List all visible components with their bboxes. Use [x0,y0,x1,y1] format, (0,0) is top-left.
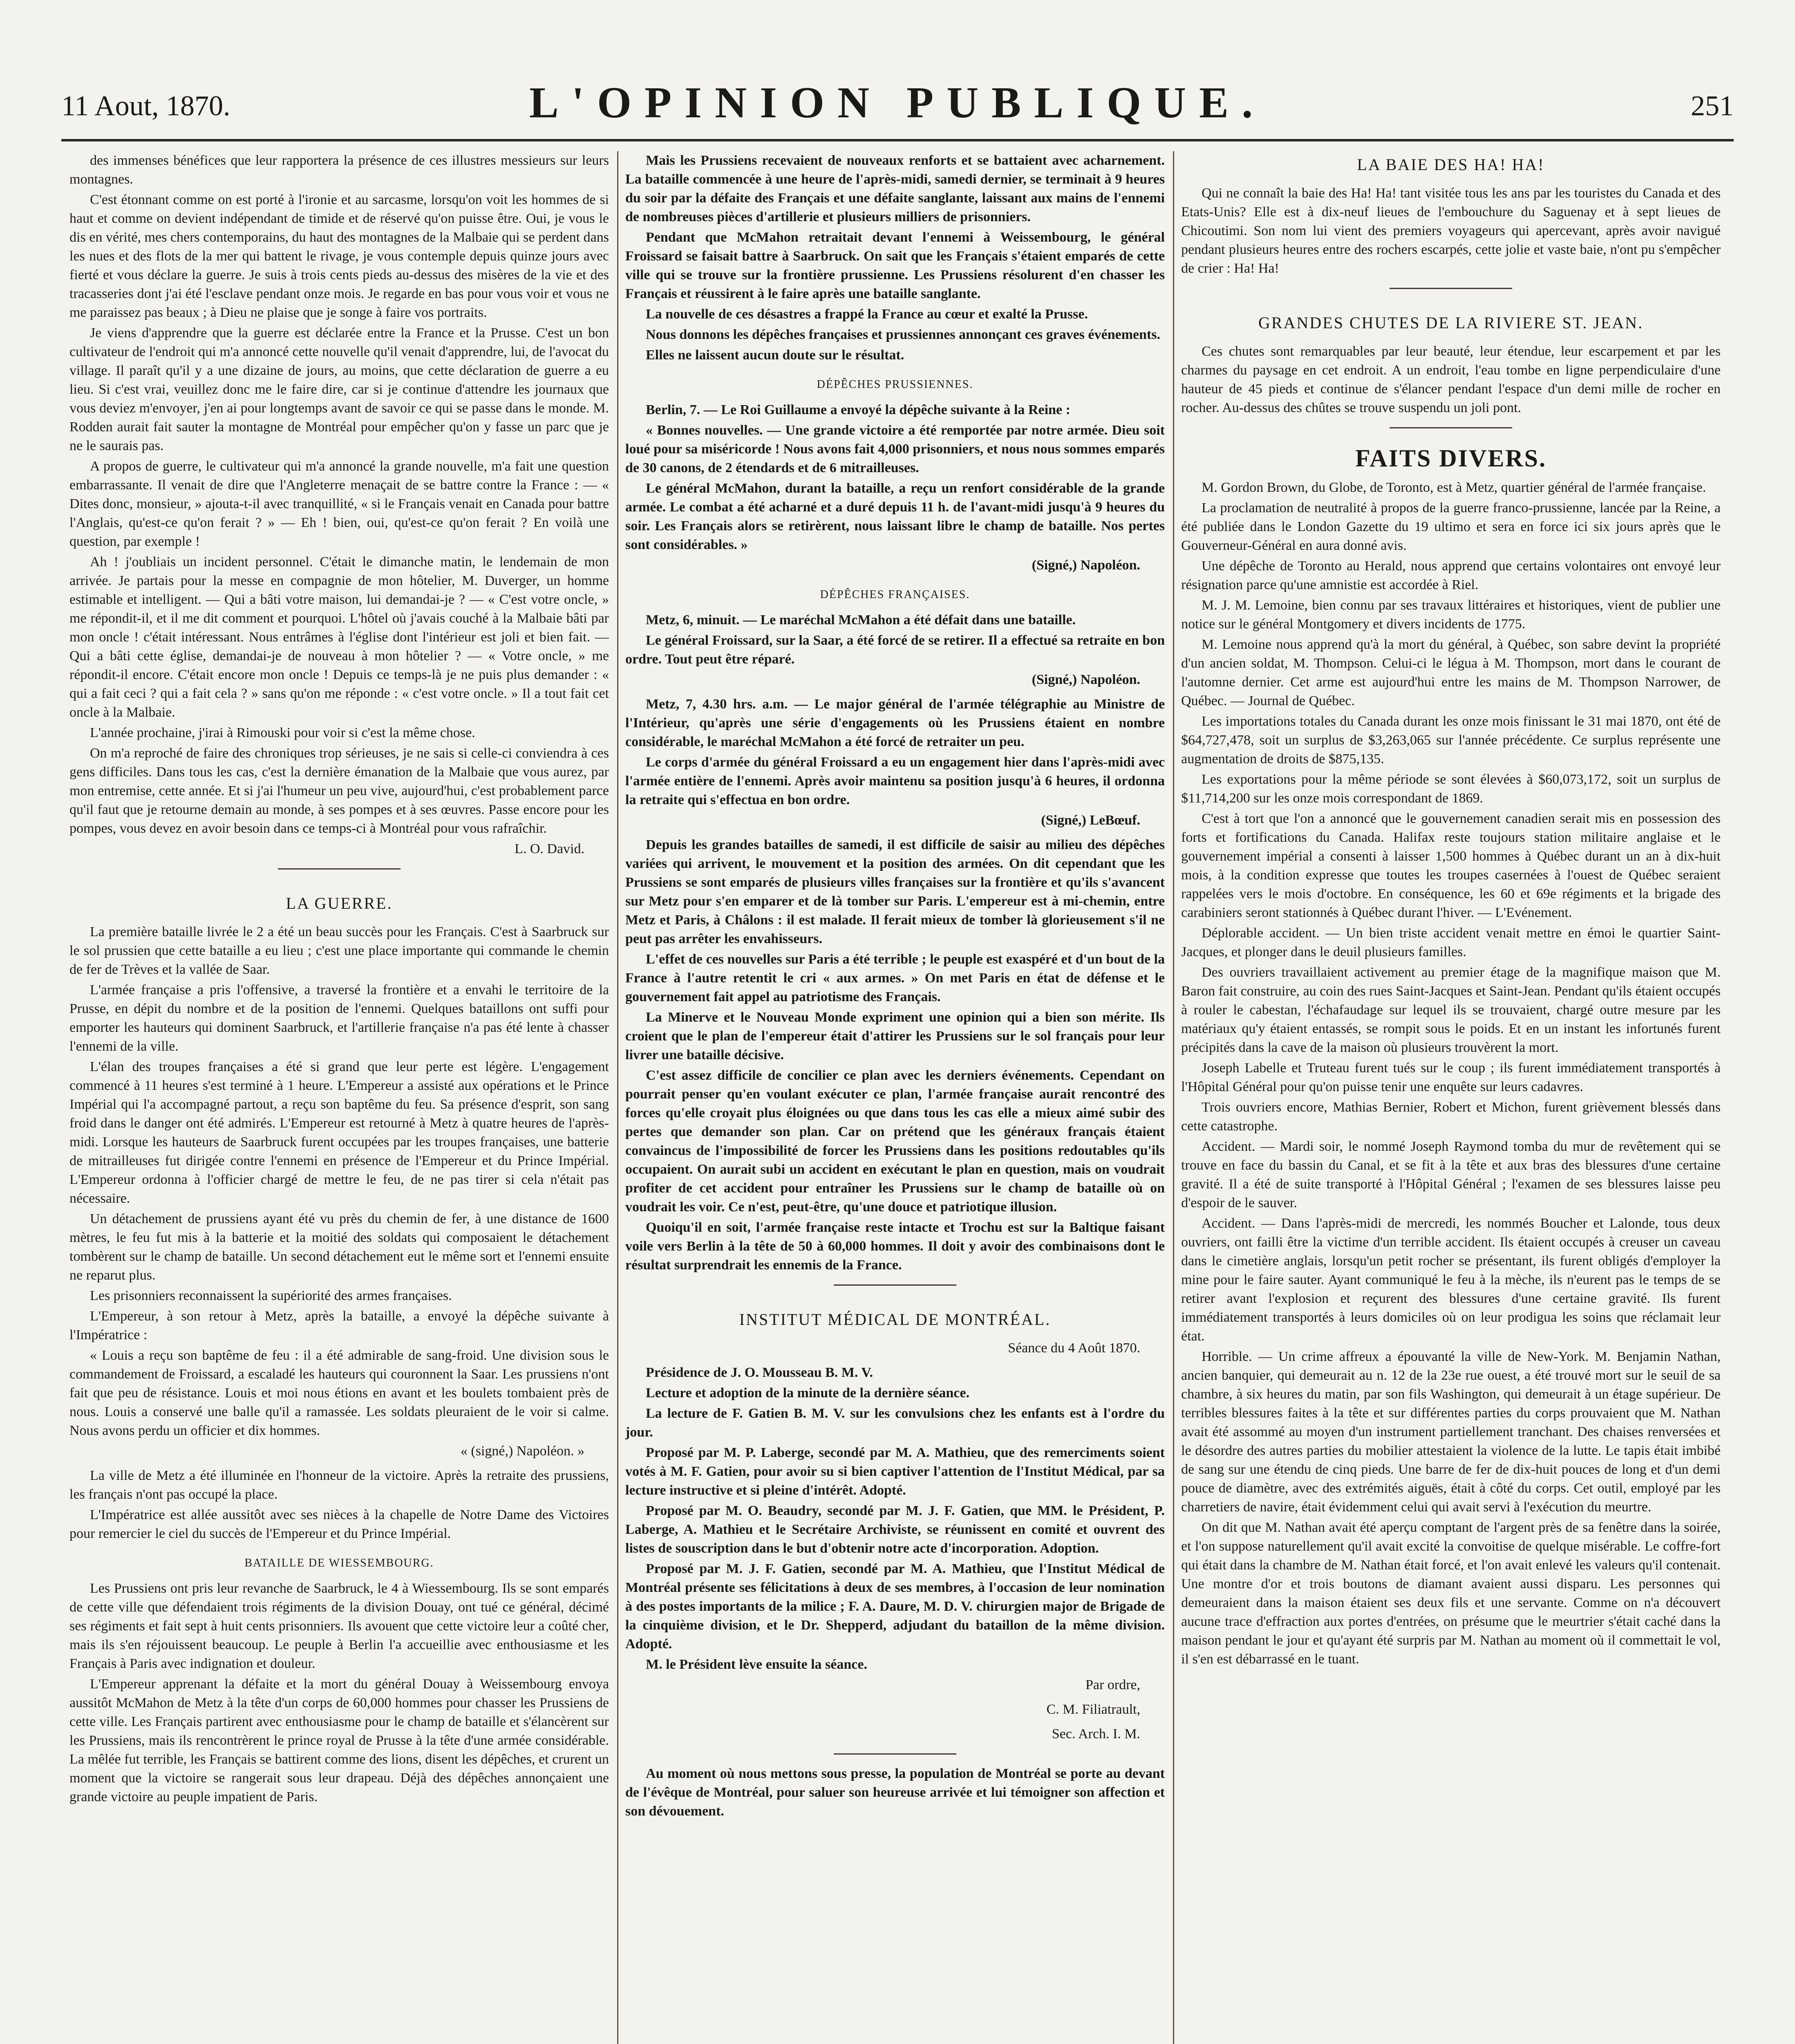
faits-item: M. J. M. Lemoine, bien connu par ses travaux littéraires et historiques, vient de publier une notice sur le général Montgomery et divers incidents de 1775. [1181,598,1721,632]
chronicle-paragraph: L'année prochaine, j'irai à Rimouski pour voir si c'est la même chose. [90,725,475,740]
institut-paragraph: Présidence de J. O. Mousseau B. M. V. [646,1365,873,1380]
column-divider-1 [617,151,618,2044]
guerre-paragraph: Les prisonniers reconnaissent la supériorité des armes françaises. [90,1288,452,1303]
commentary-paragraph: L'effet de ces nouvelles sur Paris a été terrible ; le peuple est exaspéré et d'un bout de la France à l'autre retentit le cri « aux armes. » On met Paris en état de défense et le gouvernement fait appel au patriotisme des Français. [625,952,1165,1004]
war-paragraph: Nous donnons les dépêches françaises et prussiennes annonçant ces graves événements. [646,327,1160,342]
wiessembourg-heading: BATAILLE DE WIESSEMBOURG. [244,1557,434,1569]
chronicle-paragraph: C'est étonnant comme on est porté à l'ironie et au sarcasme, lorsqu'on voit les hommes de si haut et comme on devient indépendant de timide et de réservé qu'on puisse être. Oui, je vous le dis en vérité, mes chers contemporains, du haut des montagnes de la Malbaie qui se perdent dans les nues et des flots de la mer qui battent le rivage, je vous contemple depuis quinze jours avec fierté et vous déclare la guerre. Je suis à trois cents pieds au-dessus des misères de la vie et des tracasseries dont j'ai été l'esclave pendant onze mois. Je regarde en bas pour vous voir et vous ne me paraissez pas beaux ; à Dieu ne plaise que je songe à faire vos portraits. [69,192,609,320]
faits-item: Trois ouvriers encore, Mathias Bernier, Robert et Michon, furent grièvement blessés dans cette catastrophe. [1181,1100,1721,1134]
prussian-signature: (Signé,) Napoléon. [1032,558,1140,573]
guerre-paragraph: L'Empereur, à son retour à Metz, après la bataille, a envoyé la dépêche suivante à l'Impératrice : [69,1309,609,1342]
faits-item: M. Gordon Brown, du Globe, de Toronto, est à Metz, quartier général de l'armée française. [1202,480,1706,495]
chronicle-paragraph: des immenses bénéfices que leur rapportera la présence de ces illustres messieurs sur leurs montagnes. [69,153,609,187]
prussian-dispatch: Berlin, 7. — Le Roi Guillaume a envoyé la dépêche suivante à la Reine : [646,402,1070,417]
section-rule [278,868,401,870]
faits-divers-heading: FAITS DIVERS. [1355,445,1547,472]
guerre-paragraph: L'armée française a pris l'offensive, a traversé la frontière et a envahi le territoire de la Prusse, en dépit du nombre et de la position de l'ennemi. Quelques bataillons ont suffi pour emporter les hauteurs qui dominent Saarbruck, et l'artillerie française n'a pas été lente à chasser l'ennemi de la ville. [69,982,609,1054]
section-rule [834,1284,956,1286]
institut-paragraph: Proposé par M. P. Laberge, secondé par M. A. Mathieu, que des remerciments soient votés à M. F. Gatien, pour avoir su si bien captiver l'attention de l'Institut Médical, par sa lecture instructive et si pleine d'intérêt. Adopté. [625,1445,1165,1498]
guerre-paragraph: La première bataille livrée le 2 a été un beau succès pour les Français. C'est à Saarbruck sur le sol prussien que cette bataille a eu lieu ; c'est une place importante qui commande le chemin de fer de Trèves et la vallée de Saar. [69,924,609,977]
chronicle-paragraph: Ah ! j'oubliais un incident personnel. C'était le dimanche matin, le lendemain de mon arrivée. Je partais pour la messe en compagnie de mon hôtelier, M. Duverger, un homme estimable et intelligent. — Qui a bâti votre maison, lui demandai-je ? — « C'est votre oncle, » me répondit-il, et il me dit comment et pourquoi. L'hôtel où j'avais couché à la Malbaie bâti par mon oncle ! c'était intéressant. Nous entrâmes à l'église dont l'intérieur est joli et bien fait. — Qui a bâti cette église, demandai-je de nouveau à mon hôtelier ? — « Votre oncle, » me répondit-il encore. C'était encore mon oncle ! Depuis ce temps-là je ne puis plus demander : « qui a fait ceci ? qui a fait cela ? » sans qu'on me réponde : « c'est votre oncle. » Il a tout fait cet oncle à la Malbaie. [69,554,609,720]
french-dispatches-heading: DÉPÊCHES FRANÇAISES. [820,588,970,601]
institut-signature-line: Sec. Arch. I. M. [1052,1726,1140,1741]
faits-item: C'est à tort que l'on a annoncé que le gouvernement canadien serait mis en possession des forts et fortifications du Canada. Halifax reste toujours station militaire anglaise et le gouvernement impérial a consenti à laisser 1,500 hommes à Québec durant un an à dix-huit mois, à la condition expresse que toutes les troupes casernées à l'ouest de Québec seraient rappelées vers le mois d'octobre. En conséquence, les 60 et 69e régiments et la brigade des carabiniers seront stationnés à Québec durant l'hiver. — L'Evénement. [1181,811,1721,920]
french-signature: (Signé,) Napoléon. [1032,672,1140,687]
institut-paragraph: Proposé par M. J. F. Gatien, secondé par M. A. Mathieu, que l'Institut Médical de Montréal présente ses félicitations à deux de ses membres, à l'occasion de leur nomination à des postes importants de la milice ; F. A. Daure, M. D. V. chirurgien major de Brigade de la cinquième division, et le Dr. Shepperd, adjudant du bataillon de la même division. Adopté. [625,1561,1165,1652]
institut-date: Séance du 4 Août 1870. [1008,1340,1140,1356]
wiessembourg-paragraph: L'Empereur apprenant la défaite et la mort du général Douay à Weissembourg envoya aussitôt McMahon de Metz à la tête d'un corps de 60,000 hommes pour chasser les Prussiens de cette ville. Les Français partirent avec enthousiasme pour le champ de bataille et s'élancèrent sur les Prussiens, mais ils rencontrèrent le prince royal de Prusse à la tête d'une armée considérable. La mêlée fut terrible, les Français se battirent comme des lions, disent les dépêches, et crurent un moment que la victoire se rangerait sous leur drapeau. Déjà des dépêches annonçaient une grande victoire au peuple impatient de Paris. [69,1676,609,1804]
chronicle-paragraph: Je viens d'apprendre que la guerre est déclarée entre la France et la Prusse. C'est un bon cultivateur de l'endroit qui m'a annoncé cette nouvelle qu'il venait d'apprendre, lui, de l'avocat du village. Il paraît qu'il y a une dizaine de jours, au moins, que cette déclaration de guerre a eu lieu. Si c'est vrai, veuillez donc me le faire dire, car si je continue d'attendre les journaux que vous deviez m'envoyer, j'en ai pour longtemps avant de savoir ce qui se passe dans le monde. M. Rodden aurait fait sauter la montagne de Montréal pour empêcher qu'on y fasse un parc que je ne le saurais pas. [69,325,609,453]
french-dispatch: Metz, 7, 4.30 hrs. a.m. — Le major général de l'armée télégraphie au Ministre de l'Intérieur, qu'après une série d'engagements où les Prussiens étaient en nombre considérable, le maréchal McMahon a été forcé de retraiter un peu. [625,697,1165,749]
commentary-paragraph: C'est assez difficile de concilier ce plan avec les derniers événements. Cependant on pourrait penser qu'en voulant exécuter ce plan, l'armée française aurait rencontré des forces qu'elle croyait plus éloignées ou que dans tous les cas elle a mieux aimé subir des pertes que demander son plan. Car on prétend que les généraux français étaient convaincus de l'impossibilité de forcer les Prussiens dans les positions redoutables qu'ils occupaient. On aurait subi un accident en exécutant le plan en question, mais on voudrait profiter de cet accident pour entraîner les Prussiens sur le champ de bataille où on voudrait les voir. Ce n'est, peut-être, qu'une douce et patriotique illusion. [625,1068,1165,1215]
institut-paragraph: M. le Président lève ensuite la séance. [646,1657,867,1672]
institut-paragraph: Lecture et adoption de la minute de la dernière séance. [646,1385,969,1401]
guerre-paragraph: Un détachement de prussiens ayant été vu près du chemin de fer, à une distance de 1600 mètres, le feu fut mis à la batterie et la moitié des soldats qui composaient le détachement tombèrent sur le champ de bataille. Un second détachement eut le même sort et l'ennemi ensuite ne reparut plus. [69,1211,609,1283]
french-signature: (Signé,) LeBœuf. [1041,813,1140,828]
institut-signature-line: Par ordre, [1085,1677,1140,1692]
war-paragraph: Mais les Prussiens recevaient de nouveaux renforts et se battaient avec acharnement. La bataille commencée à une heure de l'après-midi, samedi dernier, se terminait à 9 heures du soir par la défaite des Français et une défaite sanglante, laissant aux mains de l'ennemi de nombreuses pièces d'artillerie et plusieurs milliers de prisonniers. [625,153,1165,224]
column-2 [625,151,1165,2044]
baie-heading: LA BAIE DES HA! HA! [1357,155,1545,174]
newspaper-title: L'OPINION PUBLIQUE. [529,78,1266,127]
closing-paragraph: Au moment où nous mettons sous presse, la population de Montréal se porte au devant de l'évêque de Montréal, pour saluer son heureuse arrivée et lui témoigner son affection et son dévouement. [625,1766,1165,1819]
chronicle-paragraph: A propos de guerre, le cultivateur qui m'a annoncé la grande nouvelle, m'a fait une question embarrassante. Il venait de dire que l'Angleterre menaçait de se battre contre la France : — « Dites donc, monsieur, » ajouta-t-il avec tranquillité, « si le Français venait en Canada pour battre l'Anglais, qu'est-ce qu'on ferait ? » — Eh ! bien, oui, qu'est-ce qu'on ferait ? En voilà une question, par exemple ! [69,459,609,549]
commentary-paragraph: La Minerve et le Nouveau Monde expriment une opinion qui a bien son mérite. Ils croient que le plan de l'empereur était d'attirer les Prussiens sur le sol français pour leur livrer une bataille décisive. [625,1010,1165,1062]
guerre-heading: LA GUERRE. [286,894,393,912]
faits-item: Les importations totales du Canada durant les onze mois finissant le 31 mai 1870, ont été de $64,727,478, soit un surplus de $3,263,065 sur l'année précédente. Ce surplus représente une augmentation de droits de $875,135. [1181,714,1721,766]
faits-item: On dit que M. Nathan avait été aperçu comptant de l'argent près de sa fenêtre dans la soirée, et l'on suppose naturellement qu'il avait excité la convoitise de quelque misérable. Le coffre-fort qui était dans la chambre de M. Nathan était forcé, et l'on avait enlevé les valeurs qu'il contenait. Une montre d'or et trois boutons de diamant avaient aussi disparu. Les personnes qui demeuraient dans la maison étaient ses deux fils et une servante. Comme on n'a découvert aucune trace d'effraction aux portes d'entrées, on présume que le meurtrier s'était caché dans la maison pendant le jour et qu'ayant été surpris par M. Nathan au moment où il commettait le vol, il s'en est débarrassé en le tuant. [1181,1520,1721,1667]
war-paragraph: Elles ne laissent aucun doute sur le résultat. [646,347,904,363]
guerre-paragraph: L'Impératrice est allée aussitôt avec ses nièces à la chapelle de Notre Dame des Victoires pour remercier le ciel du succès de l'Empereur et du Prince Impérial. [69,1507,609,1541]
institut-heading: INSTITUT MÉDICAL DE MONTRÉAL. [739,1310,1051,1329]
prussian-dispatch: Le général McMahon, durant la bataille, a reçu un renfort considérable de la grande armée. Le combat a été acharné et a duré depuis 11 h. de l'avant-midi jusqu'à 9 heures du soir. Les Français alors se retirèrent, nous laissant libre le champ de bataille. Nos pertes sont considérables. » [625,481,1165,552]
institut-paragraph: La lecture de F. Gatien B. M. V. sur les convulsions chez les enfants est à l'ordre du jour. [625,1406,1165,1440]
section-rule [1390,288,1512,289]
faits-item: Horrible. — Un crime affreux a épouvanté la ville de New-York. M. Benjamin Nathan, ancien banquier, qui demeurait au n. 12 de la 23e rue ouest, a été trouvé mort sur le seuil de sa chambre, à six heures du matin, par son fils Washington, qui demeurait à un étage supérieur. De terribles blessures faites à la tête et sur différentes parties du corps prouvaient que M. Nathan avait été assommé au moyen d'un instrument partiellement tranchant. Des chaises renversées et le désordre des autres parties du mobilier attestaient la violence de la lutte. Le tapis était imbibé de sang sur une étendu de cinq pieds. Une barre de fer de dix-huit pouces de long et d'un demi pouce de diamètre, avec des extrémités aiguës, était à côté du corps. Cet outil, employé par les charretiers de navire, était évidemment celui qui avait servi à l'exécution du meurtre. [1181,1349,1721,1515]
masthead-rule [61,139,1734,141]
column-1 [69,151,609,2044]
page-number: 251 [1691,90,1734,122]
prussian-dispatches-heading: DÉPÊCHES PRUSSIENNES. [817,378,974,391]
chutes-heading: GRANDES CHUTES DE LA RIVIERE ST. JEAN. [1258,314,1644,332]
chutes-paragraph: Ces chutes sont remarquables par leur beauté, leur étendue, leur escarpement et par les charmes du paysage en cet endroit. A un endroit, l'eau tombe en ligne perpendiculaire d'une hauteur de 45 pieds et continue de s'élancer pendant l'espace d'un demi mille de rocher en rocher. Au-dessus des chûtes se trouve suspendu un joli pont. [1181,344,1721,415]
guerre-paragraph: L'élan des troupes françaises a été si grand que leur perte est légère. L'engagement commencé à 11 heures s'est terminé à 1 heure. L'Empereur a assisté aux opérations et le Prince Impérial qui l'a accompagné partout, a reçu son baptême du feu. Sa présence d'esprit, son sang froid dans le danger ont été admirés. L'Empereur est retourné à Metz à quatre heures de l'après-midi. Lorsque les hauteurs de Saarbruck furent occupées par les troupes françaises, une batterie de mitrailleuses fut dirigée contre l'ennemi en présence de l'Empereur et du Prince Impérial. L'Empereur ordonna à l'officier chargé de mettre le feu, de ne pas tirer si cela n'était pas nécessaire. [69,1059,609,1206]
chronicle-paragraph: On m'a reproché de faire des chroniques trop sérieuses, je ne sais si celle-ci conviendra à ces gens difficiles. Dans tous les cas, c'est la dernière émanation de la Malbaie que vous aurez, par mon entremise, cette année. Et si j'ai l'humeur un peu vive, aujourd'hui, c'est probablement parce qu'il faut que je retourne demain au monde, à ses pompes et à ses œuvres. Passe encore pour les pompes, vous devez en avoir besoin dans ce temps-ci à Montréal pour vous rafraîchir. [69,746,609,836]
faits-item: Les exportations pour la même période se sont élevées à $60,073,172, soit un surplus de $11,714,200 sur les onze mois correspondant de 1869. [1181,772,1721,806]
masthead [61,74,1734,155]
french-dispatch: Le général Froissard, sur la Saar, a été forcé de se retirer. Il a effectué sa retraite en bon ordre. Tout peut être réparé. [625,633,1165,667]
institut-paragraph: Proposé par M. O. Beaudry, secondé par M. J. F. Gatien, que MM. le Président, P. Laberge, A. Mathieu et le Secrétaire Archiviste, se réunissent en comité et ouvrent des listes de souscription dans le but d'obtenir notre acte d'incorporation. Adoption. [625,1503,1165,1556]
column-3 [1181,151,1721,2044]
guerre-signature: « (signé,) Napoléon. » [460,1443,584,1459]
war-paragraph: Pendant que McMahon retraitait devant l'ennemi à Weissembourg, le général Froissard se faisait battre à Saarbruck. On sait que les Français s'étaient emparés de cette ville qui se trouve sur la frontière prussienne. Les Prussiens résolurent d'en chasser les Français et réussirent à le faire après une bataille sanglante. [625,230,1165,301]
faits-item: Joseph Labelle et Truteau furent tués sur le coup ; ils furent immédiatement transportés à l'Hôpital Général pour qu'on puisse tenir une enquête sur leurs cadavres. [1181,1060,1721,1094]
commentary-paragraph: Depuis les grandes batailles de samedi, il est difficile de saisir au milieu des dépêches variées qui arrivent, le mouvement et la position des armées. On dit cependant que les Prussiens se sont emparés de plusieurs villes françaises sur la frontière et qu'ils s'avancent sur Metz pour s'en emparer et de là tomber sur Paris. L'empereur est à mi-chemin, entre Metz et Paris, à Châlons : il est malade. Il ferait mieux de tomber là glorieusement s'il ne peut pas arrêter les envahisseurs. [625,837,1165,946]
faits-item: Déplorable accident. — Un bien triste accident venait mettre en émoi le quartier Saint-Jacques, et plonger dans le deuil plusieurs familles. [1181,926,1721,959]
column-divider-2 [1173,151,1174,2044]
section-rule [1390,427,1512,428]
faits-item: M. Lemoine nous apprend qu'à la mort du général, à Québec, son sabre devint la propriété d'un ancien soldat, M. Thompson. Celui-ci le légua à M. Thompson, mort dans le courant de l'automne dernier. Cet arme est aujourd'hui entre les mains de M. Thompson Narrower, de Québec. — Journal de Québec. [1181,637,1721,708]
guerre-paragraph: « Louis a reçu son baptême de feu : il a été admirable de sang-froid. Une division sous le commandement de Froissard, a escaladé les hauteurs qui couronnent la Saar. Les prussiens n'ont fait que peu de résistance. Louis et moi nous étions en avant et les boulets tombaient près de nous. Louis a conservé une balle qu'il a ramassée. Les soldats pleuraient de le voir si calme. Nous avons perdu un officier et dix hommes. [69,1348,609,1438]
french-dispatch: Le corps d'armée du général Froissard a eu un engagement hier dans l'après-midi avec l'armée entière de l'ennemi. Après avoir maintenu sa position jusqu'à 6 heures, il ordonna la retraite qui s'effectua en bon ordre. [625,755,1165,807]
faits-item: Accident. — Mardi soir, le nommé Joseph Raymond tomba du mur de revêtement qui se trouve en face du bassin du Canal, et se fit à la tête et aux bras des blessures d'une certaine gravité. Il a été de suite transporté à l'Hôpital Général ; l'examen de ses blessures laisse peu d'espoir de le sauver. [1181,1139,1721,1210]
section-rule [834,1753,956,1755]
french-dispatch: Metz, 6, minuit. — Le maréchal McMahon a été défait dans une bataille. [646,612,1076,628]
baie-paragraph: Qui ne connaît la baie des Ha! Ha! tant visitée tous les ans par les touristes du Canada et des Etats-Unis? Elle est à dix-neuf lieues de l'embouchure du Saguenay et à sept lieues de Chicoutimi. Son nom lui vient des premiers voyageurs qui apercevant, après avoir navigué pendant plusieurs heures entre des rochers escarpés, cette jolie et vaste baie, n'ont pu s'empêcher de crier : Ha! Ha! [1181,186,1721,276]
institut-signature-line: C. M. Filiatrault, [1046,1702,1140,1717]
chronicle-signature: L. O. David. [515,841,584,856]
commentary-paragraph: Quoiqu'il en soit, l'armée française reste intacte et Trochu est sur la Baltique faisant voile vers Berlin à la tête de 50 à 60,000 hommes. Il doit y avoir des combinaisons dont le résultat surprendrait les ennemis de la France. [625,1220,1165,1273]
war-paragraph: La nouvelle de ces désastres a frappé la France au cœur et exalté la Prusse. [646,307,1088,322]
faits-item: Des ouvriers travaillaient activement au premier étage de la magnifique maison que M. Baron fait construire, au coin des rues Saint-Jacques et Saint-Jean. Pendant qu'ils étaient occupés à rouler le cabestan, l'échafaudage sur lequel ils se trouvaient, chargé outre mesure par les matériaux qu'y étaient entassés, se rompit sous le poids. Et en un instant les infortunés furent précipités dans la cave de la maison où plusieurs trouvèrent la mort. [1181,965,1721,1055]
issue-date: 11 Aout, 1870. [61,90,231,122]
faits-item: Accident. — Dans l'après-midi de mercredi, les nommés Boucher et Lalonde, tous deux ouvriers, ont failli être la victime d'un terrible accident. Ils étaient occupés à creuser un caveau dans le cimetière anglais, lorsqu'un petit rocher se présentant, ils furent obligés d'employer la mine pour le faire sauter. Ayant communiqué le feu à la mèche, ils n'eurent pas le temps de se retirer avant l'explosion et reçurent des blessures d'une certaine gravité. Ils furent immédiatement transportés à leurs domiciles où on leur prodigua les soins que réclamait leur état. [1181,1216,1721,1344]
faits-item: La proclamation de neutralité à propos de la guerre franco-prussienne, lancée par la Reine, a été publiée dans le London Gazette du 19 ultimo et sera en force ici six jours après que le Gouverneur-Général en aura donné avis. [1181,500,1721,553]
prussian-dispatch: « Bonnes nouvelles. — Une grande victoire a été remportée par notre armée. Dieu soit loué pour sa miséricorde ! Nous avons fait 4,000 prisonniers, et nous nous sommes emparés de 30 canons, de 2 étendards et de 6 mitrailleuses. [625,423,1165,475]
guerre-paragraph: La ville de Metz a été illuminée en l'honneur de la victoire. Après la retraite des prussiens, les français n'ont pas occupé la place. [69,1468,609,1502]
wiessembourg-paragraph: Les Prussiens ont pris leur revanche de Saarbruck, le 4 à Wiessembourg. Ils se sont emparés de cette ville que défendaient trois régiments de la division Douay, ont tué ce général, décimé ses régiments et fait sept à huit cents prisonniers. Ils avouent que cette victoire leur a coûté cher, mais ils s'en réjouissent beaucoup. Le peuple à Berlin l'a accueillie avec enthousiasme et les Français à Paris avec indignation et douleur. [69,1581,609,1671]
faits-item: Une dépêche de Toronto au Herald, nous apprend que certains volontaires ont envoyé leur résignation parce qu'une amnistie est accordée à Riel. [1181,558,1721,592]
